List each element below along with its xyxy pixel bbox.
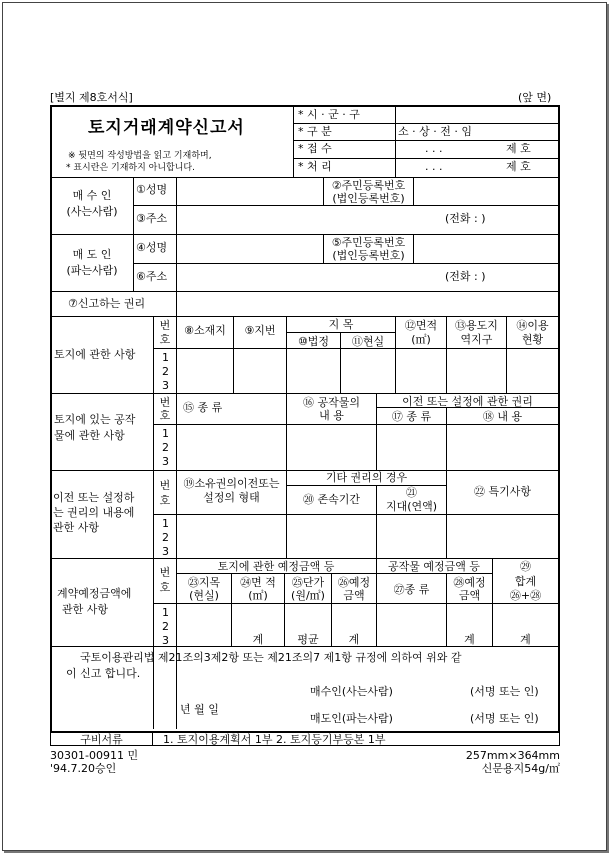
amount-unit-price-unit: (원/㎡) — [291, 589, 325, 602]
total-header: 합계 — [514, 575, 537, 588]
form-number: [별지 제8호서식] — [50, 91, 133, 104]
form-code: 30301-00911 민 — [50, 749, 139, 762]
amount-category-header-2: (현실) — [189, 589, 219, 602]
buyer-label-sub: (사는사람) — [66, 205, 118, 218]
transfer-row-1: 1 — [162, 517, 169, 530]
land-no-label-2: 호 — [159, 333, 171, 346]
land-legal-header: ⑩법정 — [297, 335, 330, 348]
buyer-label: 매 수 인 — [72, 189, 112, 202]
buyer-address-label: ③주소 — [136, 212, 168, 225]
building-section-label: 토지에 있는 공작 — [54, 413, 136, 426]
building-row-3: 3 — [162, 455, 169, 468]
seller-label-sub: (파는사람) — [66, 264, 118, 277]
land-lot-header: ⑨지번 — [244, 324, 276, 337]
buyer-id-label: ②주민등록번호 — [331, 179, 406, 192]
building-content-header: ⑯ 공작물의 — [302, 396, 360, 409]
receipt-date: . . . — [425, 142, 443, 155]
special-notes-header: ㉒ 특기사항 — [473, 485, 531, 498]
seller-address-label: ⑥주소 — [136, 270, 168, 283]
building-content-header-2: 내 용 — [319, 409, 344, 422]
amount-area-header: ㉔면 적 — [240, 576, 276, 589]
transfer-form-header: ⑲소유권의이전또는 — [183, 477, 280, 490]
amount-no-label: 번 — [159, 566, 171, 579]
category-label: * 구 분 — [298, 125, 332, 138]
land-area-header: ⑫면적 — [404, 319, 438, 332]
seller-id-label-sub: (법인등록번호) — [332, 249, 405, 262]
seller-id-label: ⑤주민등록번호 — [331, 236, 406, 249]
instruction-note-2: * 표시란은 기재하지 아니합니다. — [66, 163, 195, 173]
seller-label: 매 도 인 — [72, 248, 112, 261]
land-row-2: 2 — [162, 365, 169, 378]
amount-category-header: ㉓지목 — [187, 576, 221, 589]
amount-estimated-header: ㉖예정 — [337, 576, 371, 589]
office-box-mid — [395, 106, 396, 177]
seller-phone-label: (전화 : ) — [445, 270, 486, 283]
land-location-header: ⑧소재지 — [184, 324, 226, 337]
declaration-text-2: 이 신고 합니다. — [66, 667, 141, 680]
buyer-id-label-sub: (법인등록번호) — [332, 192, 405, 205]
transfer-row-3: 3 — [162, 545, 169, 558]
land-row-3: 3 — [162, 379, 169, 392]
amount-row-2: 2 — [162, 620, 169, 633]
amount-estimated-header-2: 금액 — [343, 589, 365, 602]
land-category-header: 지 목 — [328, 318, 354, 331]
amount-unit-price-header: ㉕단가 — [291, 576, 325, 589]
building-row-1: 1 — [162, 427, 169, 440]
building-kind-header: ⑮ 종 류 — [183, 401, 223, 414]
land-no-label: 번 — [159, 319, 171, 332]
unit-price-avg-label: 평균 — [297, 633, 319, 646]
paper-type: 신문용지54g/㎡ — [481, 762, 560, 775]
land-section-label: 토지에 관한 사항 — [54, 348, 136, 361]
category-value: 소 · 상 · 전 · 임 — [398, 125, 472, 138]
rights-label: ⑦신고하는 권리 — [68, 297, 146, 310]
transfer-row-2: 2 — [162, 531, 169, 544]
receipt-number: 제 호 — [506, 142, 531, 155]
building-kind-header-2: ㉗종 류 — [393, 583, 430, 596]
transfer-no-label: 번 — [159, 479, 171, 492]
building-estimated-header-2: 금액 — [458, 589, 481, 602]
approval-date: '94.7.20승인 — [50, 762, 117, 775]
amount-section-label: 계약예정금액에 — [57, 587, 132, 600]
building-amount-header: 공작물 예정금액 등 — [387, 560, 480, 573]
region-label: * 시 · 군 · 구 — [298, 108, 360, 121]
building-row-2: 2 — [162, 441, 169, 454]
land-zoning-header-2: 역지구 — [460, 333, 493, 346]
land-actual-header: ⑪현실 — [351, 335, 385, 348]
total-sum-label: 계 — [520, 633, 531, 646]
transfer-section-label-2: 는 권리의 내용에 — [53, 506, 135, 519]
amount-no-label-2: 호 — [159, 581, 171, 594]
transfer-no-label-2: 호 — [159, 494, 171, 507]
declaration-text: 국토이용관리법 제21조의3제2항 또는 제21조의7 제1항 규정에 의하여 위와 같 — [80, 651, 462, 664]
amount-row-3: 3 — [162, 634, 169, 647]
land-row-1: 1 — [162, 351, 169, 364]
transfer-section-label-3: 관한 사항 — [53, 521, 100, 534]
amount-section-label-2: 관한 사항 — [62, 603, 109, 616]
building-no-label: 번 — [159, 396, 171, 409]
land-area-unit: (㎡) — [411, 333, 431, 346]
rent-header-number: ㉑ — [406, 486, 417, 499]
required-docs-value: 1. 토지이용계획서 1부 2. 토지등기부등본 1부 — [163, 733, 386, 746]
seller-signature-note: (서명 또는 인) — [470, 712, 539, 725]
form-border-right — [558, 105, 560, 733]
land-use-header-2: 현황 — [521, 333, 544, 346]
buyer-phone-label: (전화 : ) — [445, 212, 486, 225]
buyer-signature-label: 매수인(사는사람) — [310, 685, 393, 698]
paper-size: 257mm×364mm — [465, 749, 560, 762]
land-amount-header: 토지에 관한 예정금액 등 — [217, 560, 335, 573]
form-border-top — [50, 105, 560, 107]
amount-area-unit: (㎡) — [248, 589, 268, 602]
process-number: 제 호 — [506, 160, 531, 173]
transfer-rights-kind: ⑰ 종 류 — [391, 410, 432, 423]
amount-row-1: 1 — [162, 606, 169, 619]
receipt-label: * 접 수 — [298, 142, 332, 155]
estimated-sum-label: 계 — [348, 633, 360, 646]
total-header-number: ㉙ — [520, 560, 531, 573]
building-estimated-sum-label: 계 — [464, 633, 475, 646]
transfer-section-label: 이전 또는 설정하 — [53, 491, 135, 504]
building-estimated-header: ㉘예정 — [453, 576, 486, 589]
area-sum-label: 계 — [252, 633, 264, 646]
front-side-label: (앞 면) — [518, 91, 552, 104]
rent-header: 지대(연액) — [385, 500, 438, 513]
instruction-note-1: ※ 뒷면의 작성방법을 읽고 기재하며, — [68, 151, 212, 161]
seller-signature-label: 매도인(파는사람) — [310, 712, 393, 725]
required-docs-label: 구비서류 — [80, 733, 123, 746]
process-label: * 처 리 — [298, 160, 332, 173]
transfer-form-header-2: 설정의 형태 — [203, 491, 260, 504]
building-section-label-2: 물에 관한 사항 — [54, 429, 125, 442]
seller-name-label: ④성명 — [136, 241, 168, 254]
document-title: 토지거래계약신고서 — [88, 118, 245, 138]
land-use-header: ⑭이용 — [516, 319, 549, 332]
buyer-signature-note: (서명 또는 인) — [470, 685, 539, 698]
other-rights-header: 기타 권리의 경우 — [325, 471, 408, 484]
office-box-left — [293, 106, 294, 177]
duration-header: ⑳ 존속기간 — [302, 493, 360, 506]
buyer-name-label: ①성명 — [136, 183, 168, 196]
total-formula: ㉖+㉘ — [509, 589, 542, 602]
declaration-date: 년 월 일 — [180, 703, 219, 716]
building-no-label-2: 호 — [159, 409, 171, 422]
process-date: . . . — [425, 160, 443, 173]
transfer-rights-content: ⑱ 내 용 — [482, 410, 523, 423]
transfer-rights-header: 이전 또는 설정에 관한 권리 — [402, 395, 533, 408]
land-zoning-header: ⑬용도지 — [455, 319, 498, 332]
